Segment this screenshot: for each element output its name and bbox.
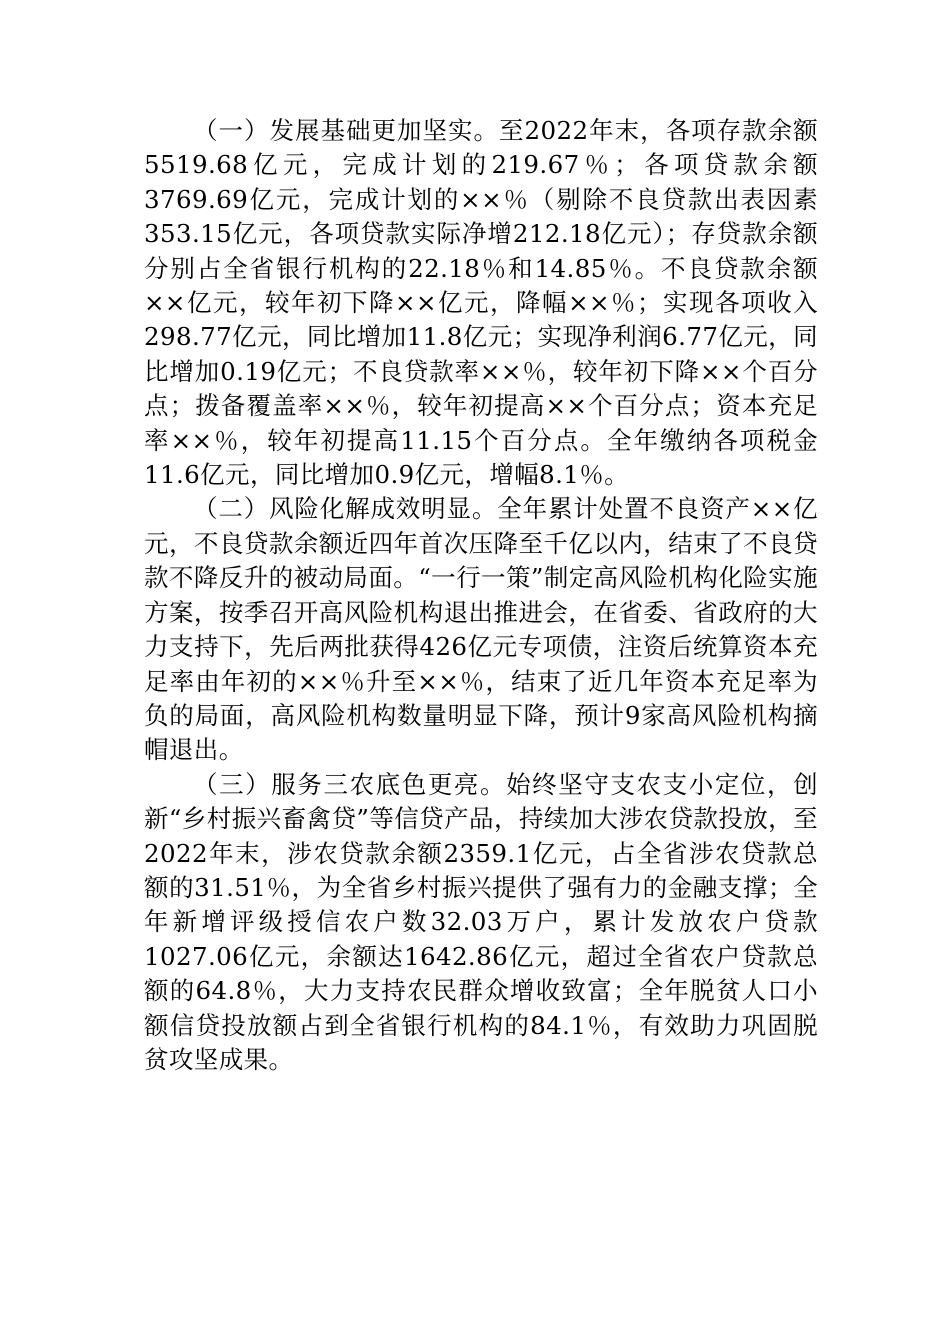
paragraph-rural-services: （三）服务三农底色更亮。始终坚守支农支小定位，创新“乡村振兴畜禽贷”等信贷产品，持续加大涉农贷款投放，至2022年末，涉农贷款余额2359.1亿元，占全省涉农贷款总额的31.51％，为全省乡村振兴提供了强有力的金融支撑；全年新增评级授信农户数32.03万户，累计发放农户贷款1027.06亿元，余额达1642.86亿元，超过全省农户贷款总额的64.8％，大力支持农民群众增收致富；全年脱贫人口小额信贷投放额占到全省银行机构的84.1％，有效助力巩固脱贫攻坚成果。 [144,769,818,1074]
paragraph-development-foundation: （一）发展基础更加坚实。至2022年末，各项存款余额5519.68亿元，完成计划的219.67％；各项贷款余额3769.69亿元，完成计划的××％（剔除不良贷款出表因素353.15亿元，各项贷款实际净增212.18亿元）；存贷款余额分别占全省银行机构的22.18％和14.85％。不良贷款余额××亿元，较年初下降××亿元，降幅××％；实现各项收入298.77亿元，同比增加11.8亿元；实现净利润6.77亿元，同比增加0.19亿元；不良贷款率××％，较年初下降××个百分点；拨备覆盖率××％，较年初提高××个百分点；资本充足率××％，较年初提高11.15个百分点。全年缴纳各项税金11.6亿元，同比增加0.9亿元，增幅8.1％。 [144,116,818,490]
paragraph-risk-resolution: （二）风险化解成效明显。全年累计处置不良资产××亿元，不良贷款余额近四年首次压降至千亿以内，结束了不良贷款不降反升的被动局面。“一行一策”制定高风险机构化险实施方案，按季召开高风险机构退出推进会，在省委、省政府的大力支持下，先后两批获得426亿元专项债，注资后统算资本充足率由年初的××％升至××％，结束了近几年资本充足率为负的局面，高风险机构数量明显下降，预计9家高风险机构摘帽退出。 [144,494,818,765]
document-body [144,114,818,1077]
